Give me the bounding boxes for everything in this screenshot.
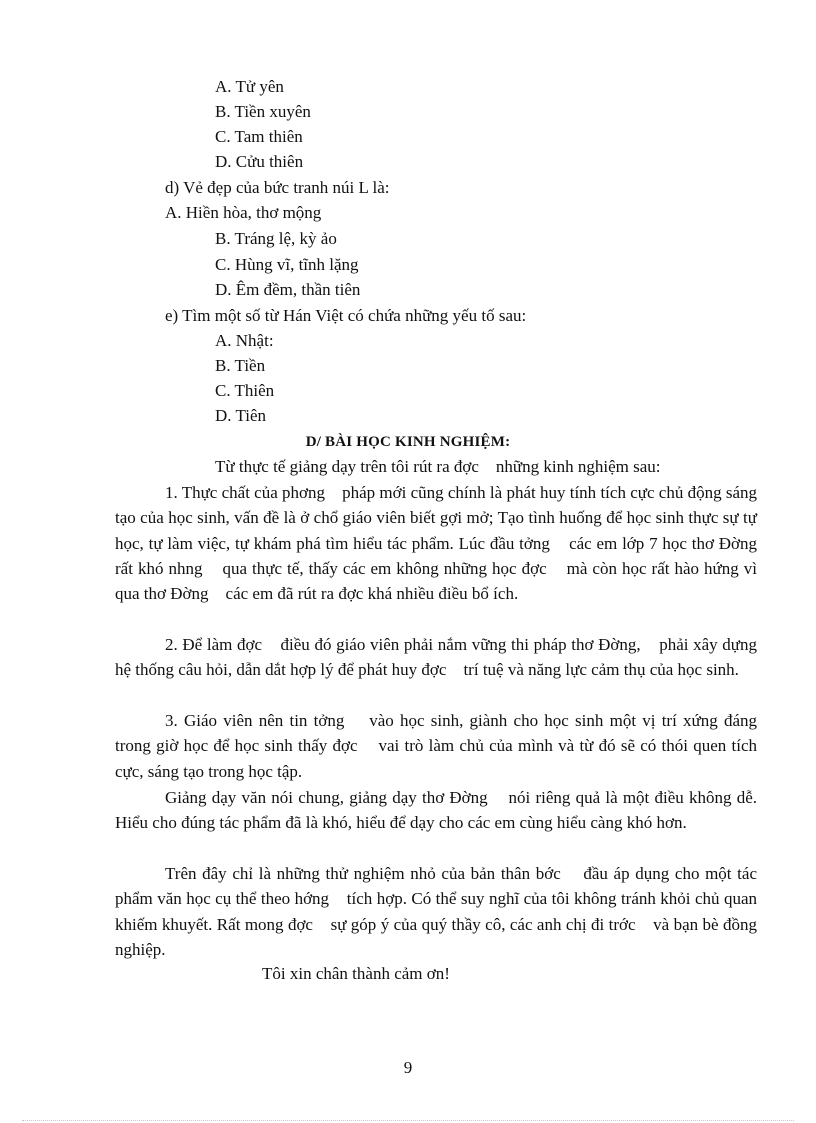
option-d-1: D. Cửu thiên bbox=[215, 152, 304, 171]
option-b-1: B. Tiền xuyên bbox=[215, 102, 311, 121]
paragraph-1: 1. Thực chất của phơng pháp mới cũng chính là phát huy tính tích cực chủ động sáng tạo của học sinh, vấn đề là ở chổ giáo viên biết gợi mở; Tạo tình huống để học sinh thực sự tự học, tự làm việc, tự khám phá tìm hiểu tác phẩm. Lúc đầu tởng các em lớp 7 học thơ Đờng rất khó nhng qua thực tế, thấy các em không những học đợc mà còn học rất hào hứng vì qua thơ Đờng các em đã rút ra đợc khá nhiều điều bổ ích. bbox=[115, 483, 774, 604]
paragraph-3: 3. Giáo viên nên tin tởng vào học sinh, giành cho học sinh một vị trí xứng đáng trong giờ học để học sinh thấy đợc vai trò làm chủ của mình và từ đó sẽ có thói quen tích cực, sáng tạo trong học tập. bbox=[115, 711, 762, 781]
paragraph-4: Giảng dạy văn nói chung, giảng dạy thơ Đờng nói riêng quả là một điều không dễ. Hiểu cho đúng tác phẩm đã là khó, hiểu để dạy cho các em cùng hiểu càng khó hơn. bbox=[115, 788, 762, 833]
option-a-1: A. Tử yên bbox=[215, 77, 284, 96]
answer-d-a: A. Hiền hòa, thơ mộng bbox=[165, 203, 322, 222]
question-d: d) Vẻ đẹp của bức tranh núi L là: bbox=[165, 178, 390, 197]
option-e-c: C. Thiên bbox=[215, 381, 275, 400]
option-d-c: C. Hùng vĩ, tĩnh lặng bbox=[215, 255, 359, 274]
closing-line: Tôi xin chân thành cảm ơn! bbox=[262, 964, 450, 983]
paragraph-5: Trên đây chỉ là những thử nghiệm nhỏ của bản thân bớc đầu áp dụng cho một tác phẩm văn học cụ thể theo hớng tích hợp. Có thể suy nghĩ của tôi không tránh khỏi chủ quan khiếm khuyết. Rất mong đợc sự góp ý của quý thầy cô, các anh chị đi trớc và bạn bè đồng nghiệp. bbox=[115, 864, 762, 959]
option-d-d: D. Êm đềm, thần tiên bbox=[215, 280, 361, 299]
intro-line: Từ thực tế giảng dạy trên tôi rút ra đợc những kinh nghiệm sau: bbox=[215, 457, 661, 476]
page-number: 9 bbox=[403, 1058, 413, 1077]
option-d-b: B. Tráng lệ, kỳ ảo bbox=[215, 229, 337, 248]
option-c-1: C. Tam thiên bbox=[215, 127, 303, 146]
paragraph-2: 2. Để làm đợc điều đó giáo viên phải nắm vững thi pháp thơ Đờng, phải xây dựng hệ thống câu hỏi, dẫn dắt hợp lý để phát huy đợc trí tuệ và năng lực cảm thụ của học sinh. bbox=[115, 635, 762, 680]
option-e-b: B. Tiền bbox=[215, 356, 266, 375]
question-e: e) Tìm một số từ Hán Việt có chứa những yếu tố sau: bbox=[165, 306, 527, 325]
page-border bbox=[22, 1120, 794, 1121]
section-heading: D/ BÀI HỌC KINH NGHIỆM: bbox=[305, 434, 511, 450]
option-e-a: A. Nhật: bbox=[215, 331, 274, 350]
option-e-d: D. Tiên bbox=[215, 406, 267, 425]
